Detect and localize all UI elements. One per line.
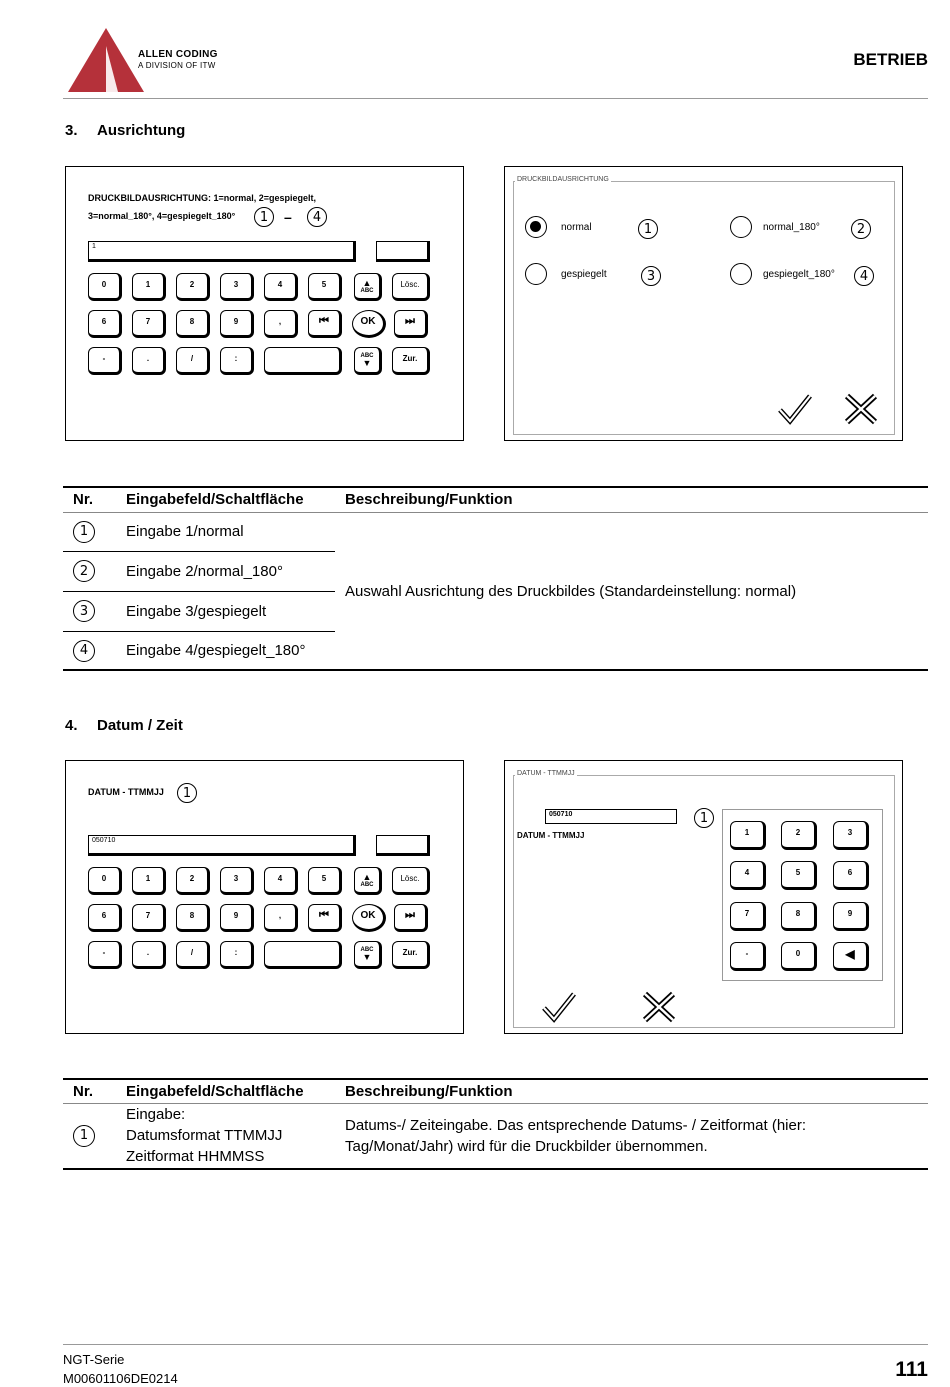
back-button[interactable]: Zur.: [392, 347, 430, 375]
arrow-down-icon: ▼: [362, 357, 372, 368]
numpad-key[interactable]: 7: [730, 902, 766, 931]
space-key[interactable]: [264, 941, 342, 969]
orientation-table: [63, 488, 928, 670]
key[interactable]: /: [176, 347, 210, 375]
key[interactable]: 1: [132, 273, 166, 301]
abc-up-button[interactable]: ▲ ABC: [354, 273, 382, 301]
table-row: [63, 512, 928, 551]
options-group: [513, 181, 895, 435]
delete-button[interactable]: Lösc.: [392, 867, 430, 895]
table-bottom-rule: [63, 1168, 928, 1170]
brand-logo-icon: [66, 26, 146, 94]
numpad-key[interactable]: 9: [833, 902, 869, 931]
row-marker: 1: [73, 521, 95, 543]
radio-normal-180[interactable]: [730, 216, 752, 238]
field-line: Datumsformat TTMMJJ: [126, 1127, 283, 1145]
key[interactable]: 3: [220, 273, 254, 301]
section-4-heading: [65, 717, 183, 734]
abc-down-button[interactable]: ABC ▼: [354, 347, 382, 375]
field-label: DATUM - TTMMJJ: [517, 831, 585, 840]
numpad-key[interactable]: 1: [730, 821, 766, 850]
key[interactable]: 1: [132, 867, 166, 895]
col-header-field: Eingabefeld/Schaltfläche: [116, 488, 335, 512]
orientation-options-screen: [504, 166, 903, 441]
key[interactable]: :: [220, 347, 254, 375]
key[interactable]: 9: [220, 904, 254, 932]
prompt-line-1: DRUCKBILDAUSRICHTUNG: 1=normal, 2=gespiegelt,: [88, 193, 317, 203]
row-field: Eingabe 4/gespiegelt_180°: [126, 642, 306, 660]
callout-marker: 1: [694, 808, 714, 828]
col-header-description: Beschreibung/Funktion: [335, 488, 928, 512]
numpad-key[interactable]: 4: [730, 861, 766, 890]
key[interactable]: 2: [176, 867, 210, 895]
numpad-key[interactable]: 2: [781, 821, 817, 850]
numpad-key[interactable]: 6: [833, 861, 869, 890]
callout-marker: 1: [177, 783, 197, 803]
key[interactable]: 6: [88, 310, 122, 338]
key[interactable]: 3: [220, 867, 254, 895]
skip-back-icon: ⏮: [319, 908, 329, 921]
callout-marker: 4: [854, 266, 874, 286]
key[interactable]: -: [88, 347, 122, 375]
col-header-nr: Nr.: [63, 488, 116, 512]
header-divider: [63, 98, 928, 99]
key[interactable]: /: [176, 941, 210, 969]
footer-series: NGT-Serie: [63, 1352, 125, 1367]
cursor-left-button[interactable]: [308, 904, 342, 932]
date-input[interactable]: 050710: [88, 835, 356, 856]
key[interactable]: ,: [264, 310, 298, 338]
radio-label: normal_180°: [763, 222, 820, 233]
key[interactable]: 5: [308, 867, 342, 895]
cursor-right-button[interactable]: [394, 904, 428, 932]
key[interactable]: ,: [264, 904, 298, 932]
arrow-up-icon: ▲: [362, 277, 372, 288]
back-button[interactable]: Zur.: [392, 941, 430, 969]
row-field: Eingabe 1/normal: [116, 512, 335, 551]
cursor-right-button[interactable]: [394, 310, 428, 338]
key[interactable]: 0: [88, 867, 122, 895]
cursor-left-button[interactable]: [308, 310, 342, 338]
callout-marker: 4: [307, 207, 327, 227]
radio-normal[interactable]: [525, 216, 547, 238]
section-number: 3.: [65, 122, 78, 139]
description-line: Datums-/ Zeiteingabe. Das entsprechende Datums- / Zeitformat (hier:: [345, 1116, 807, 1134]
chapter-title: BETRIEB: [853, 50, 928, 69]
arrow-up-icon: ▲: [362, 871, 372, 882]
row-field: Eingabe 3/gespiegelt: [116, 591, 335, 631]
ok-button[interactable]: OK: [352, 310, 386, 338]
space-key[interactable]: [264, 347, 342, 375]
col-header-nr: Nr.: [63, 1080, 116, 1104]
key[interactable]: :: [220, 941, 254, 969]
col-header-description: Beschreibung/Funktion: [335, 1080, 928, 1104]
page-number: 111: [895, 1358, 928, 1381]
brand-name: ALLEN CODING: [138, 49, 218, 60]
abc-up-button[interactable]: ▲ ABC: [354, 867, 382, 895]
brand-subline: A DIVISION OF ITW: [138, 61, 216, 70]
radio-label: gespiegelt: [561, 269, 607, 280]
key[interactable]: 4: [264, 273, 298, 301]
key[interactable]: 5: [308, 273, 342, 301]
callout-marker: 1: [638, 219, 658, 239]
row-marker: 3: [73, 600, 95, 622]
row-marker: 1: [73, 1125, 95, 1147]
group-legend: DRUCKBILDAUSRICHTUNG: [517, 176, 609, 183]
skip-back-icon: ⏮: [319, 314, 329, 327]
footer-divider: [63, 1344, 928, 1345]
ok-button[interactable]: OK: [352, 904, 386, 932]
callout-marker: 1: [254, 207, 274, 227]
field-line: Zeitformat HHMMSS: [126, 1148, 265, 1166]
row-field: Eingabe 2/normal_180°: [116, 551, 335, 591]
numpad-key[interactable]: 8: [781, 902, 817, 931]
date-table: [63, 1080, 928, 1168]
key[interactable]: -: [88, 941, 122, 969]
backspace-button[interactable]: [833, 942, 869, 971]
section-title: Datum / Zeit: [97, 717, 183, 734]
checkmark-icon[interactable]: [777, 393, 813, 425]
row-marker: 4: [73, 640, 95, 662]
secondary-field[interactable]: [376, 241, 430, 262]
numpad-key[interactable]: 0: [781, 942, 817, 971]
secondary-field[interactable]: [376, 835, 430, 856]
callout-marker: 2: [851, 219, 871, 239]
prompt: DATUM - TTMMJJ: [88, 787, 164, 797]
skip-forward-icon: ⏭: [405, 314, 415, 327]
skip-forward-icon: ⏭: [405, 908, 415, 921]
group-legend: DATUM - TTMMJJ: [517, 770, 575, 777]
table-row: [63, 1104, 928, 1168]
callout-dash: –: [284, 209, 292, 225]
callout-marker: 3: [641, 266, 661, 286]
col-header-field: Eingabefeld/Schaltfläche: [116, 1080, 335, 1104]
section-3-heading: [65, 122, 185, 139]
section-number: 4.: [65, 717, 78, 734]
radio-mirrored-180[interactable]: [730, 263, 752, 285]
key[interactable]: .: [132, 941, 166, 969]
abc-down-button[interactable]: ABC ▼: [354, 941, 382, 969]
row-description: Auswahl Ausrichtung des Druckbildes (Standardeinstellung: normal): [345, 582, 797, 600]
key[interactable]: 7: [132, 904, 166, 932]
section-title: Ausrichtung: [97, 122, 186, 139]
text-input[interactable]: 1: [88, 241, 356, 262]
date-keyboard-screen: [65, 760, 464, 1034]
radio-mirrored[interactable]: [525, 263, 547, 285]
key[interactable]: 6: [88, 904, 122, 932]
arrow-down-icon: ▼: [362, 951, 372, 962]
cross-icon[interactable]: [843, 393, 879, 425]
footer-doc-id: M00601106DE0214: [63, 1371, 178, 1386]
key[interactable]: 4: [264, 867, 298, 895]
numpad-key[interactable]: -: [730, 942, 766, 971]
numpad-key[interactable]: 5: [781, 861, 817, 890]
field-line: Eingabe:: [126, 1106, 186, 1124]
key[interactable]: 0: [88, 273, 122, 301]
radio-label: normal: [561, 222, 592, 233]
key[interactable]: 9: [220, 310, 254, 338]
delete-button[interactable]: Lösc.: [392, 273, 430, 301]
numpad-key[interactable]: 3: [833, 821, 869, 850]
key[interactable]: 8: [176, 310, 210, 338]
key[interactable]: 7: [132, 310, 166, 338]
table-bottom-rule: [63, 669, 928, 671]
arrow-left-icon: ◀: [845, 946, 855, 961]
date-numpad-screen: [504, 760, 903, 1034]
orientation-keyboard-screen: [65, 166, 464, 441]
cross-icon[interactable]: [641, 991, 677, 1023]
radio-label: gespiegelt_180°: [763, 269, 835, 280]
row-marker: 2: [73, 560, 95, 582]
prompt-line-2: 3=normal_180°, 4=gespiegelt_180°: [88, 211, 236, 221]
key[interactable]: 8: [176, 904, 210, 932]
description-line: Tag/Monat/Jahr) wird für die Druckbilder übernommen.: [345, 1137, 708, 1155]
key[interactable]: .: [132, 347, 166, 375]
checkmark-icon[interactable]: [541, 991, 577, 1023]
date-input[interactable]: 050710: [545, 809, 677, 824]
key[interactable]: 2: [176, 273, 210, 301]
